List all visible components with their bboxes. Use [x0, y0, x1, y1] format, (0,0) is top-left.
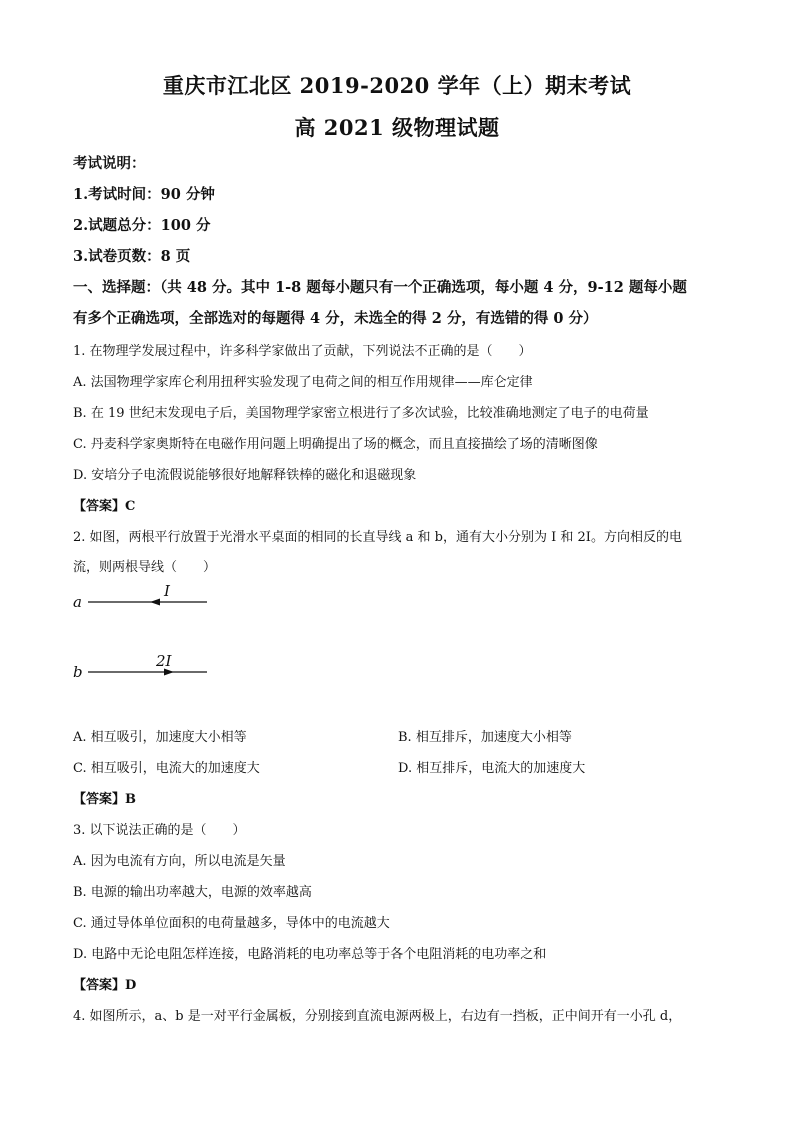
question-4-stem: 4. 如图所示，a、b 是一对平行金属板，分别接到直流电源两极上，右边有一挡板，正中间开有一小孔 d， — [73, 1009, 682, 1024]
question-3-stem: 3. 以下说法正确的是（ ） — [73, 823, 246, 838]
question-2-option-d: D. 相互排斥，电流大的加速度大 — [398, 761, 586, 776]
question-2-option-c: C. 相互吸引，电流大的加速度大 — [73, 761, 260, 776]
question-2-answer — [73, 788, 136, 807]
wire-b-label: b — [73, 663, 83, 680]
question-3-option-a: A. 因为电流有方向，所以电流是矢量 — [73, 854, 286, 869]
question-2-stem-line2: 流，则两根导线（ ） — [73, 560, 217, 575]
question-3-option-c: C. 通过导体单位面积的电荷量越多，导体中的电流越大 — [73, 916, 390, 931]
exam-note-item: 3.试卷页数：8 页 — [73, 248, 191, 265]
question-2-stem-line1: 2. 如图，两根平行放置于光滑水平桌面的相同的长直导线 a 和 b，通有大小分别为 I 和 2I。方向相反的电 — [73, 530, 682, 545]
question-2-option-b: B. 相互排斥，加速度大小相等 — [398, 730, 572, 745]
parallel-wires-diagram — [70, 580, 220, 680]
section-heading-line1: 一、选择题：（共 48 分。其中 1-8 题每小题只有一个正确选项，每小题 4 分，9-12 题每小题 — [73, 279, 687, 296]
page-title: 重庆市江北区 2019-2020 学年（上）期末考试 — [162, 73, 632, 98]
question-1-stem: 1. 在物理学发展过程中，许多科学家做出了贡献，下列说法不正确的是（ ） — [73, 344, 532, 359]
question-1-option-a: A. 法国物理学家库仑利用扭秤实验发现了电荷之间的相互作用规律——库仑定律 — [73, 375, 533, 390]
question-1-option-d: D. 安培分子电流假说能够很好地解释铁棒的磁化和退磁现象 — [73, 468, 417, 483]
question-1-option-b: B. 在 19 世纪末发现电子后，美国物理学家密立根进行了多次试验，比较准确地测定了电子的电荷量 — [73, 406, 649, 421]
answer-value: B — [125, 792, 137, 807]
answer-label: 【答案】 — [73, 792, 126, 807]
page-subtitle: 高 2021 级物理试题 — [294, 115, 500, 140]
current-b-label: 2I — [156, 652, 172, 670]
question-1-answer — [73, 495, 135, 514]
answer-label: 【答案】 — [73, 499, 126, 514]
exam-notes-heading: 考试说明： — [73, 155, 146, 172]
current-a-arrow-left — [150, 599, 160, 606]
wire-a-label: a — [73, 593, 82, 611]
question-3-option-d: D. 电路中无论电阻怎样连接，电路消耗的电功率总等于各个电阻消耗的电功率之和 — [73, 947, 547, 962]
answer-value: D — [125, 978, 137, 993]
exam-note-item: 1.考试时间：90 分钟 — [73, 186, 215, 203]
answer-value: C — [125, 499, 136, 514]
question-3-answer — [73, 974, 136, 993]
answer-label: 【答案】 — [73, 978, 126, 993]
exam-note-item: 2.试题总分：100 分 — [73, 217, 211, 234]
question-1-option-c: C. 丹麦科学家奥斯特在电磁作用问题上明确提出了场的概念，而且直接描绘了场的清晰图像 — [73, 437, 598, 452]
current-a-label: I — [164, 582, 170, 600]
question-2-option-a: A. 相互吸引，加速度大小相等 — [73, 730, 247, 745]
section-heading-line2: 有多个正确选项，全部选对的每题得 4 分，未选全的得 2 分，有选错的得 0 分） — [73, 310, 598, 327]
question-3-option-b: B. 电源的输出功率越大，电源的效率越高 — [73, 885, 312, 900]
